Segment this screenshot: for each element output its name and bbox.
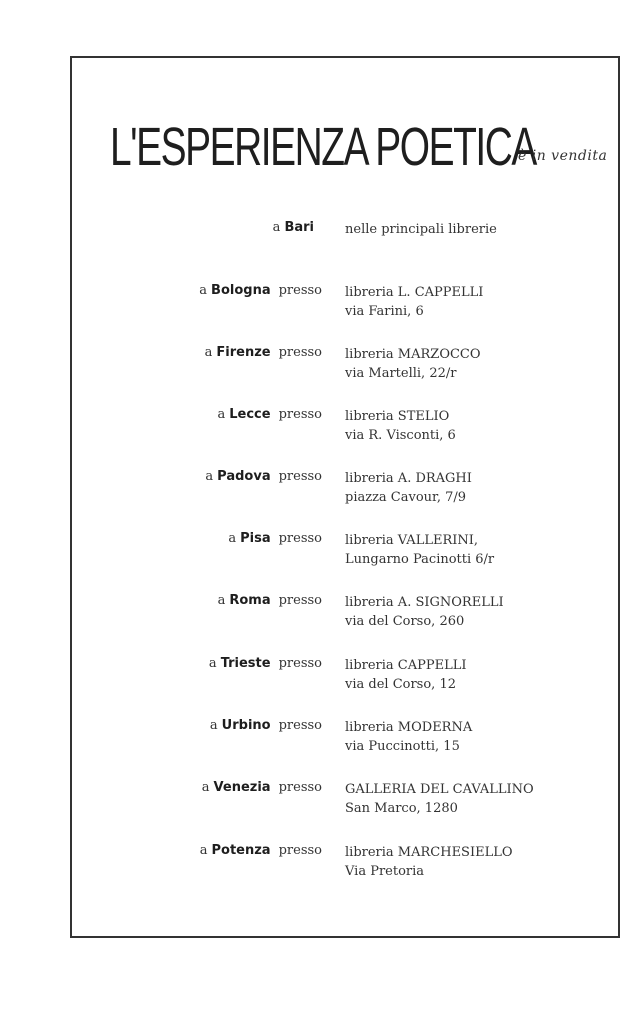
presso-label: presso [278,283,322,298]
city-name: Urbino [221,718,271,733]
bookstore-address: via Martelli, 22/r [345,366,457,381]
location [205,345,322,360]
bookstore-details [345,843,513,881]
location [205,469,322,484]
bookstore-entry-lecce [72,407,618,447]
preposition: a [208,656,217,671]
location [199,283,322,298]
bookstore-details [345,593,504,631]
bookstore-address: via R. Visconti, 6 [345,428,456,443]
bookstore-name: libreria VALLERINI, [345,533,479,548]
advertisement-frame [70,56,620,938]
bookstore-address: via Farini, 6 [345,304,424,319]
presso-label: presso [278,593,322,608]
preposition: a [209,718,218,733]
city-name: Bari [284,220,314,235]
preposition: a [199,283,208,298]
bookstore-address [345,239,497,258]
city-name: Trieste [220,656,271,671]
bookstore-details [345,469,472,507]
preposition: a [199,843,208,858]
bookstore-address: piazza Cavour, 7/9 [345,490,467,505]
city-name: Venezia [213,780,271,795]
bookstore-entry-potenza [72,843,618,883]
bookstore-details [345,345,481,383]
presso-label: presso [278,345,322,360]
bookstore-entry-bari [72,220,618,260]
bookstore-address: via Puccinotti, 15 [345,739,460,754]
bookstore-address: Lungarno Pacinotti 6/r [345,552,495,567]
city-name: Pisa [240,531,271,546]
bookstore-entry-firenze [72,345,618,385]
city-name: Potenza [211,843,271,858]
bookstore-name: libreria MODERNA [345,720,473,735]
bookstore-entry-pisa [72,531,618,571]
bookstore-details [345,531,494,569]
preposition: a [205,469,214,484]
bookstore-name: nelle principali librerie [345,222,497,237]
bookstore-entry-urbino [72,718,618,758]
city-name: Firenze [216,345,271,360]
bookstore-name: GALLERIA DEL CAVALLINO [345,782,534,797]
bookstore-details [345,283,483,321]
preposition: a [217,407,226,422]
preposition: a [272,220,281,235]
bookstore-details [345,656,467,694]
bookstore-name: libreria STELIO [345,409,450,424]
location [273,220,322,235]
city-name: Lecce [229,407,271,422]
preposition: a [217,593,226,608]
bookstore-name: libreria MARZOCCO [345,347,481,362]
bookstore-name: libreria A. SIGNORELLI [345,595,504,610]
location [218,593,322,608]
bookstore-entry-padova [72,469,618,509]
presso-label: presso [278,407,322,422]
city-name: Bologna [211,283,271,298]
bookstore-name: libreria CAPPELLI [345,658,467,673]
bookstore-address: via del Corso, 12 [345,677,456,692]
bookstore-entry-trieste [72,656,618,696]
page-subtitle: è in vendita [518,148,608,164]
bookstore-name: libreria MARCHESIELLO [345,845,513,860]
bookstore-details [345,718,472,756]
page-title: L'ESPERIENZA POETICA [110,117,536,177]
header [110,117,640,177]
location [217,407,322,422]
bookstore-address: San Marco, 1280 [345,801,458,816]
bookstore-entry-roma [72,593,618,633]
presso-label: presso [278,469,322,484]
preposition: a [228,531,237,546]
city-name: Padova [217,469,271,484]
preposition: a [201,780,210,795]
presso-label: presso [278,718,322,733]
presso-label: presso [278,656,322,671]
location [200,843,322,858]
bookstore-name: libreria A. DRAGHI [345,471,472,486]
bookstore-details [345,220,497,258]
bookstore-name: libreria L. CAPPELLI [345,285,484,300]
bookstore-address: Via Pretoria [345,864,425,879]
location [228,531,322,546]
location [209,656,322,671]
location [210,718,322,733]
bookstore-details [345,780,534,818]
preposition: a [204,345,213,360]
bookstore-address: via del Corso, 260 [345,614,465,629]
presso-label: presso [278,780,322,795]
presso-label: presso [278,843,322,858]
bookstore-entry-bologna [72,283,618,323]
bookstore-entry-venezia [72,780,618,820]
presso-label: presso [278,531,322,546]
location [202,780,322,795]
city-name: Roma [229,593,271,608]
bookstore-details [345,407,456,445]
